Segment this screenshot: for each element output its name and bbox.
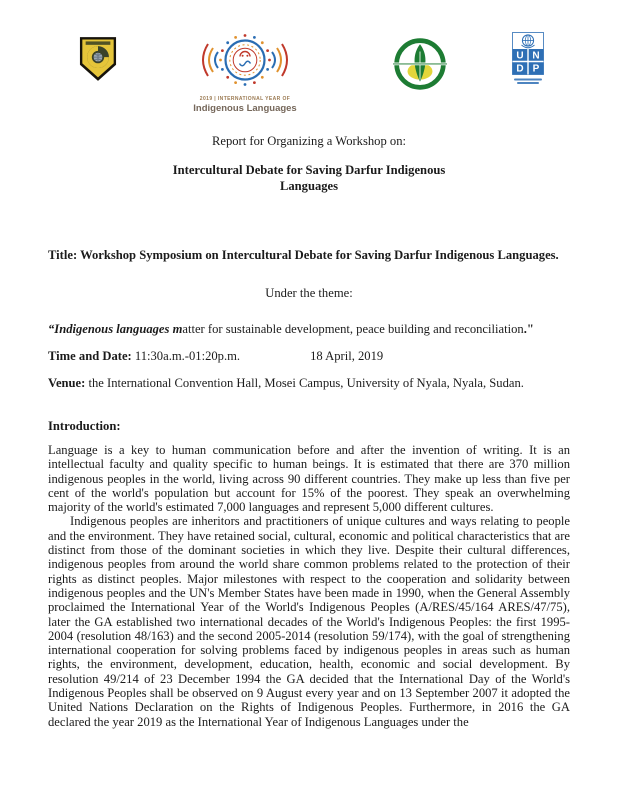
time-date-value: 11:30a.m.-01:20p.m. [131,349,241,363]
document-content [0,133,618,729]
theme-quote-end: ." [523,322,534,336]
venue-label: Venue: [48,376,86,390]
introduction-paragraph-2: Indigenous peoples are inheritors and practitioners of unique cultures and ways relating to people and the environment. They have retained social, cultural, economic and political characteristics that are distinct from those of the dominant societies in which they live. Despite their cultural differences, indigenous peoples from around the world share common problems related to the protection of their rights as distinct peoples. Major milestones with respect to the cooperation and solidarity between indigenous peoples and the UN's Member States have been made in 1990, when the General Assembly proclaimed the International Year of the World's Indigenous Peoples (A/RES/45/164 ARES/47/75), later the GA established two international decades of the World's Indigenous Peoples: the first 1995-2004 (resolution 48/163) and the second 2005-2014 (resolution 59/174), with the goal of strengthening international cooperation for solving problems faced by indigenous peoples in areas such as human rights, the environment, development, education, health, economic and social development. By resolution 49/214 of 23 December 1994 the GA decided that the International Day of the World's Indigenous Peoples shall be observed on 9 August every year and on 13 September 2007 it adopted the United Nations Declaration on the Rights of Indigenous Peoples. Furthermore, in 2016 the GA declared the year 2019 as the International Year of Indigenous Languages under the [48,514,570,729]
time-date-row [48,348,570,364]
university-crest-icon [79,36,117,82]
iyil-2019-icon [188,30,302,90]
green-leaf-emblem-icon [393,37,447,91]
undp-letter-p: P [532,63,540,75]
main-title [48,162,570,194]
venue-row [48,375,570,391]
main-title-line-2: Languages [279,179,339,193]
date-value: 18 April, 2019 [310,349,384,363]
main-title-line-1: Intercultural Debate for Saving Darfur Indigenous [172,163,446,177]
undp-logo [508,32,548,93]
introduction-paragraph-1: Language is a key to human communication before and after the invention of writing. It is an intellectual faculty and quality specific to human beings. It is estimated that there are 370 million indigenous peoples in the world, living across 90 different countries. They make up less than five per cent of the world's population but account for 15% of the poorest. They speak an overwhelming majority of the world's estimated 7,000 languages and represent 5,000 different cultures. [48,443,570,515]
introduction-heading: Introduction: [48,419,121,433]
undp-letter-d: D [516,63,524,75]
theme-quote-regular: atter for sustainable development, peace building and reconciliation [182,322,524,336]
undp-letter-u: U [516,50,524,62]
theme-quote [48,321,570,337]
iyil-2019-logo [188,30,302,114]
title-statement: Title: Workshop Symposium on Intercultural Debate for Saving Darfur Indigenous Languages. [48,248,559,262]
venue-value: the International Convention Hall, Mosei Campus, University of Nyala, Nyala, Sudan. [85,376,524,390]
iyil-caption-bottom: Indigenous Languages [193,103,297,114]
undp-caption-line-2 [517,82,539,84]
report-line: Report for Organizing a Workshop on: [211,134,407,148]
under-theme-line: Under the theme: [265,286,353,300]
time-date-label: Time and Date: [48,349,132,363]
logo-row [0,0,618,114]
undp-icon [508,32,548,88]
iyil-caption-top: 2019 | INTERNATIONAL YEAR OF [199,96,291,102]
undp-caption-line-1 [514,79,542,81]
undp-letter-n: N [532,50,540,62]
theme-quote-italic: “Indigenous languages m [48,322,183,336]
